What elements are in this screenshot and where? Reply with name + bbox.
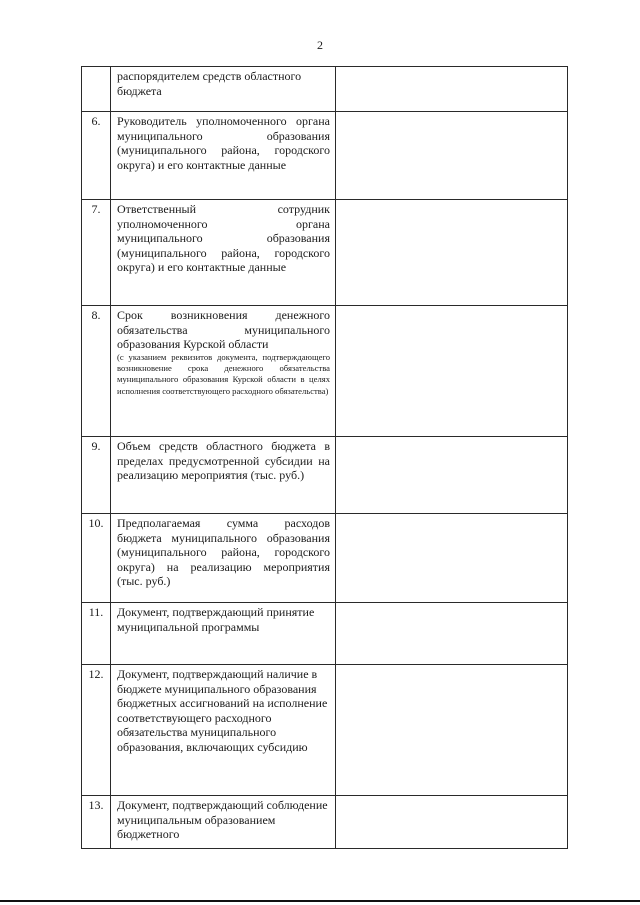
row-description	[111, 603, 336, 665]
row-value-cell[interactable]	[336, 437, 568, 514]
row-number: 11.	[82, 603, 111, 665]
row-value-cell[interactable]	[336, 306, 568, 437]
page-number: 2	[317, 38, 323, 52]
row-number: 6.	[82, 112, 111, 200]
table-row	[82, 665, 568, 796]
table-row	[82, 306, 568, 437]
row-value-cell[interactable]	[336, 112, 568, 200]
row-description	[111, 796, 336, 849]
row-label: Документ, подтверждающий наличие в бюджете муниципального образования бюджетных ассигнований на исполнение соответствующего расходного обязательства муниципального образования, включающих субсидию	[117, 667, 328, 754]
row-description	[111, 306, 336, 437]
table-row	[82, 796, 568, 849]
row-number	[82, 67, 111, 112]
table-row	[82, 437, 568, 514]
row-label: Документ, подтверждающий принятие муниципальной программы	[117, 605, 315, 634]
row-description	[111, 514, 336, 603]
row-value-cell[interactable]	[336, 200, 568, 306]
table-row	[82, 514, 568, 603]
application-form-table	[81, 66, 568, 849]
row-number: 8.	[82, 306, 111, 437]
row-description	[111, 665, 336, 796]
row-note: (с указанием реквизитов документа, подтверждающего возникновение срока денежного обязательства муниципального образования Курской области в целях исполнения соответствующего расходного обязательства)	[117, 351, 330, 396]
row-label: Ответственный сотрудник уполномоченного органа муниципального образования (муниципального района, городского округа) и его контактные данные	[117, 202, 330, 275]
row-description	[111, 437, 336, 514]
page-bottom-rule	[0, 900, 640, 902]
table-row	[82, 200, 568, 306]
row-label: Объем средств областного бюджета в пределах предусмотренной субсидии на реализацию мероприятия (тыс. руб.)	[117, 439, 330, 483]
row-value-cell[interactable]	[336, 796, 568, 849]
row-label: распорядителем средств областного бюджета	[117, 69, 302, 98]
row-number: 13.	[82, 796, 111, 849]
row-value-cell[interactable]	[336, 514, 568, 603]
row-description	[111, 200, 336, 306]
row-number: 10.	[82, 514, 111, 603]
row-number: 12.	[82, 665, 111, 796]
table-row	[82, 67, 568, 112]
row-value-cell[interactable]	[336, 67, 568, 112]
row-label: Документ, подтверждающий соблюдение муниципальным образованием бюджетного	[117, 798, 328, 842]
row-value-cell[interactable]	[336, 665, 568, 796]
row-description	[111, 67, 336, 112]
table-row	[82, 603, 568, 665]
table-row	[82, 112, 568, 200]
row-number: 7.	[82, 200, 111, 306]
row-label: Предполагаемая сумма расходов бюджета муниципального образования (муниципального района, городского округа) на реализацию мероприятия (тыс. руб.)	[117, 516, 330, 589]
row-number: 9.	[82, 437, 111, 514]
row-value-cell[interactable]	[336, 603, 568, 665]
row-label: Руководитель уполномоченного органа муниципального образования (муниципального района, городского округа) и его контактные данные	[117, 114, 330, 172]
row-label: Срок возникновения денежного обязательства муниципального образования Курской области	[117, 308, 330, 352]
row-description	[111, 112, 336, 200]
